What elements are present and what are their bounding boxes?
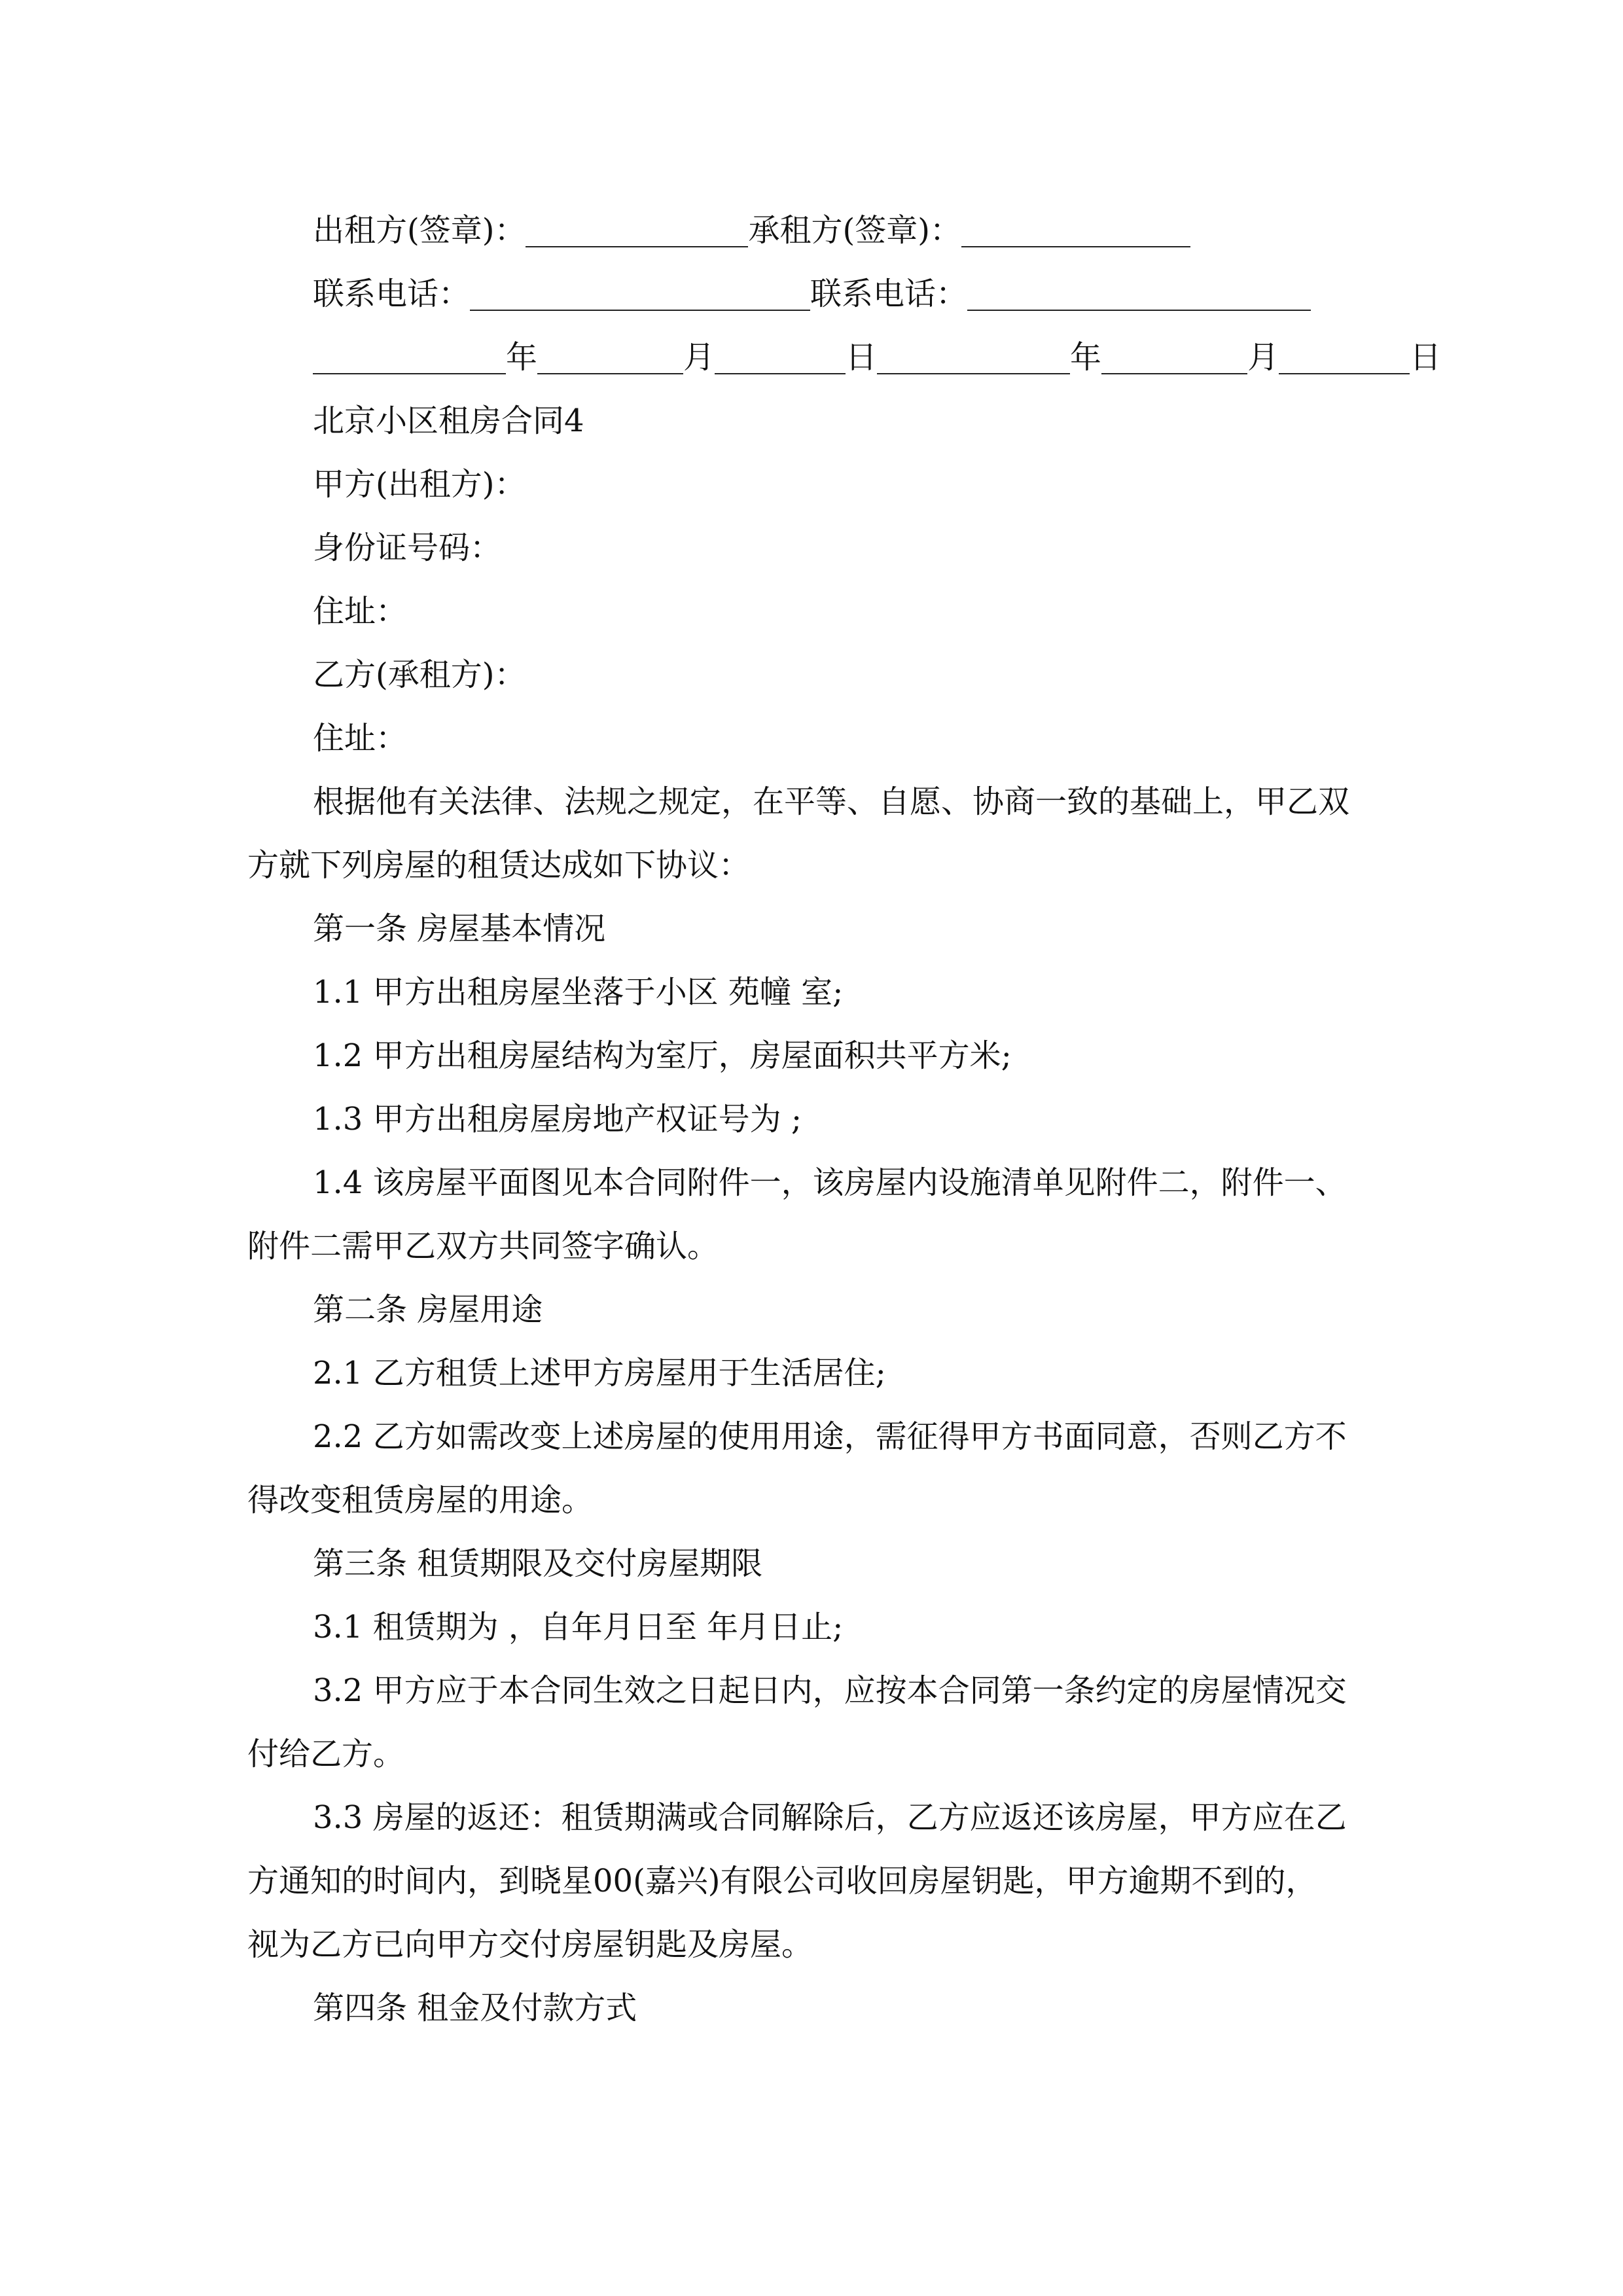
- clause-3-2-line-1: 3.2 甲方应于本合同生效之日起日内，应按本合同第一条约定的房屋情况交: [313, 1672, 1347, 1709]
- clause-1-1: 1.1 甲方出租房屋坐落于小区 苑幢 室;: [313, 974, 844, 1011]
- clause-3-3-line-3: 视为乙方已向甲方交付房屋钥匙及房屋。: [247, 1926, 813, 1963]
- day-label: 日: [1410, 339, 1442, 376]
- year-label: 年: [506, 339, 538, 376]
- month-blank: [1101, 344, 1247, 374]
- address-b-line: 住址：: [313, 720, 408, 757]
- clause-1-3: 1.3 甲方出租房屋房地产权证号为 ;: [313, 1101, 802, 1138]
- article-3-title: 第三条 租赁期限及交付房屋期限: [313, 1545, 763, 1582]
- article-4-title: 第四条 租金及付款方式: [313, 1990, 637, 2026]
- year-blank: [313, 344, 506, 374]
- clause-3-1: 3.1 租赁期为 ，自年月日至 年月日止;: [313, 1609, 844, 1645]
- contract-title: 北京小区租房合同4: [313, 403, 584, 439]
- clause-3-3-line-1: 3.3 房屋的返还：租赁期满或合同解除后，乙方应返还该房屋，甲方应在乙: [313, 1799, 1347, 1836]
- year-blank: [877, 344, 1070, 374]
- clause-1-2: 1.2 甲方出租房屋结构为室厅，房屋面积共平方米;: [313, 1037, 1012, 1074]
- party-b-line: 乙方(承租方)：: [313, 656, 526, 693]
- month-blank: [537, 344, 683, 374]
- landlord-phone-blank: [470, 281, 810, 311]
- id-number-line: 身份证号码：: [313, 529, 502, 566]
- intro-paragraph-line-1: 根据他有关法律、法规之规定，在平等、自愿、协商一致的基础上，甲乙双: [313, 783, 1350, 820]
- clause-3-3-line-2: 方通知的时间内，到晓星00(嘉兴)有限公司收回房屋钥匙，甲方逾期不到的，: [247, 1863, 1317, 1899]
- day-blank: [715, 344, 846, 374]
- clause-2-2-line-1: 2.2 乙方如需改变上述房屋的使用用途，需征得甲方书面同意，否则乙方不: [313, 1418, 1347, 1455]
- article-2-title: 第二条 房屋用途: [313, 1291, 543, 1328]
- tenant-sign-blank: [961, 217, 1190, 247]
- clause-2-2-line-2: 得改变租赁房屋的用途。: [247, 1482, 594, 1518]
- intro-paragraph-line-2: 方就下列房屋的租赁达成如下协议：: [247, 847, 751, 884]
- date-line: [313, 339, 1442, 376]
- phone-line: [313, 278, 1311, 311]
- address-a-line: 住址：: [313, 593, 408, 630]
- clause-1-4-line-2: 附件二需甲乙双方共同签字确认。: [247, 1228, 719, 1265]
- day-blank: [1279, 344, 1410, 374]
- day-label: 日: [846, 339, 878, 376]
- landlord-phone-label: 联系电话：: [313, 276, 471, 312]
- month-label: 月: [1247, 339, 1279, 376]
- clause-1-4-line-1: 1.4 该房屋平面图见本合同附件一，该房屋内设施清单见附件二，附件一、: [313, 1164, 1347, 1201]
- signature-line: [313, 212, 1190, 249]
- tenant-sign-label: 承租方(签章)：: [748, 212, 961, 249]
- month-label: 月: [683, 339, 715, 376]
- article-1-title: 第一条 房屋基本情况: [313, 910, 606, 947]
- landlord-sign-label: 出租方(签章)：: [313, 212, 526, 249]
- landlord-sign-blank: [526, 217, 748, 247]
- tenant-phone-label: 联系电话：: [810, 276, 968, 312]
- clause-3-2-line-2: 付给乙方。: [247, 1736, 405, 1772]
- clause-2-1: 2.1 乙方租赁上述甲方房屋用于生活居住;: [313, 1355, 886, 1391]
- party-a-line: 甲方(出租方)：: [313, 466, 526, 503]
- tenant-phone-blank: [967, 281, 1311, 311]
- year-label: 年: [1070, 339, 1102, 376]
